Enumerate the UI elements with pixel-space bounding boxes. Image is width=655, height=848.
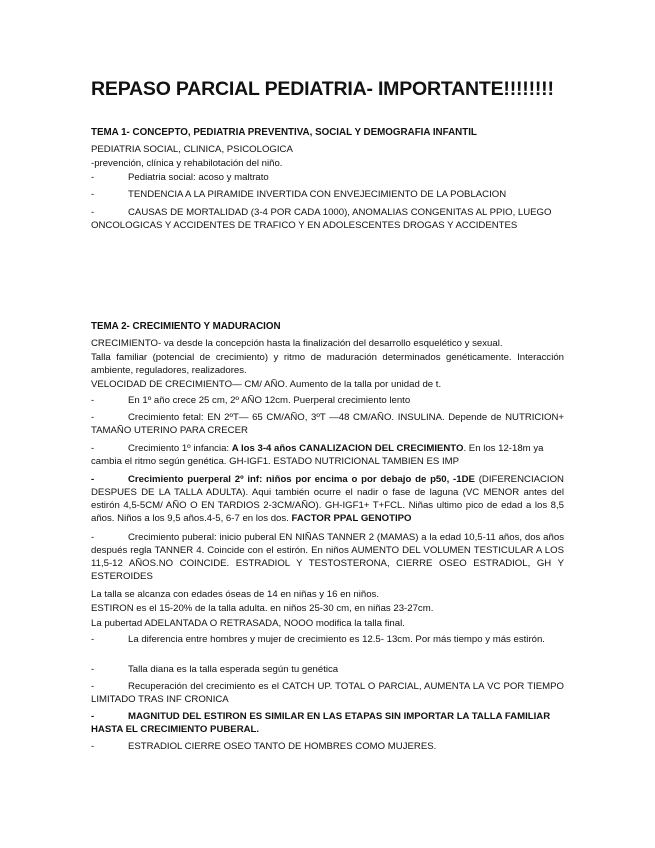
bullet: - [91,443,95,454]
section-heading-tema-2: TEMA 2- CRECIMIENTO Y MADURACION [91,321,281,332]
tema2-item-5 [91,531,564,583]
tema2-item-3-text-c: . En los 12-18m ya cambia el ritmo según genética. GH-IGF1. ESTADO NUTRICIONAL TAMBIEN ES IMP [91,443,544,467]
tema2-item-5-text: Crecimiento puberal: inicio puberal EN NIÑAS TANNER 2 (MAMAS) a la edad 10,5-11 años, dos años después regla TANNER 4. Coincide con el estirón. En niños AUMENTO DEL VOLUMEN TESTICULAR A LOS 11,5-12 AÑOS.NO COINCIDE. ESTRADIOL Y TESTOSTERONA, CIERRE OSEO ESTRADIOL, GH Y ESTEROIDES [91,532,564,582]
tema2-item-7: Talla diana es la talla esperada según tu genética [128,664,339,675]
tema2-item-10: ESTRADIOL CIERRE OSEO TANTO DE HOMBRES COMO MUJERES. [128,741,437,752]
section-heading-tema-1: TEMA 1- CONCEPTO, PEDIATRIA PREVENTIVA, SOCIAL Y DEMOGRAFIA INFANTIL [91,127,477,138]
bullet: - [91,172,95,183]
tema2-paragraph-2: Talla familiar (potencial de crecimiento) y ritmo de maduración determinados genéticamente. Interacción ambiente, reguladores, realizadores. [91,352,564,376]
bullet: - [91,395,95,406]
tema2-item-1: En 1º año crece 25 cm, 2º AÑO 12cm. Puerperal crecimiento lento [128,395,411,406]
tema2-paragraph-6: La pubertad ADELANTADA O RETRASADA, NOOO modifica la talla final. [91,618,405,629]
tema2-item-9-text: MAGNITUD DEL ESTIRON ES SIMILAR EN LAS ETAPAS SIN IMPORTAR LA TALLA FAMILIAR HASTA EL CRECIMIENTO PUBERAL. [91,711,551,735]
bullet: - [91,189,95,200]
bullet: - [91,711,95,722]
tema1-item-3-text: CAUSAS DE MORTALIDAD (3-4 POR CADA 1000), ANOMALIAS CONGENITAS AL PPIO, LUEGO ONCOLOGICAS Y ACCIDENTES DE TRAFICO Y EN ADOLESCENTES DROGAS Y ACCIDENTES [91,207,552,231]
tema2-item-8 [91,680,564,706]
bullet: - [91,741,95,752]
bullet: - [91,412,95,423]
bullet: - [91,532,95,543]
tema2-item-4-text-a: Crecimiento puerperal 2º inf: niños por encima o por debajo de p50, -1DE [128,474,475,485]
tema2-item-3-text-a: Crecimiento 1º infancia: [128,443,232,454]
tema2-item-4-text-b: (DIFERENCIACION DESPUES DE LA TALLA ADULTA). Aqui también ocurre el nadir o fase de laguna (VC MENOR antes del estirón 4,5-5CM/ AÑO O EN TARDIOS 2-3CM/AÑO). GH-IGF1+ T+FCL. Niñas ultimo pico de edad a los 8,5 años. Niños a los 9,5 años.4-5, 6-7 en los dos. [91,474,564,524]
tema1-line-1: PEDIATRIA SOCIAL, CLINICA, PSICOLOGICA [91,144,293,155]
tema2-item-3-text-b: A los 3-4 años CANALIZACION DEL CRECIMIENTO [231,443,464,454]
tema2-item-9 [91,710,564,736]
tema2-paragraph-3: VELOCIDAD DE CRECIMIENTO— CM/ AÑO. Aumento de la talla por unidad de t. [91,379,442,390]
tema1-item-2: TENDENCIA A LA PIRAMIDE INVERTIDA CON ENVEJECIMIENTO DE LA POBLACION [128,189,507,200]
bullet: - [91,207,95,218]
tema2-item-8-text: Recuperación del crecimiento es el CATCH UP. TOTAL O PARCIAL, AUMENTA LA VC POR TIEMPO LIMITADO TRAS INF CRONICA [91,681,564,705]
tema2-item-2 [91,411,564,437]
tema2-item-6-text: La diferencia entre hombres y mujer de crecimiento es 12.5- 13cm. Por más tiempo y más estirón. [128,634,545,645]
tema2-paragraph-1: CRECIMIENTO- va desde la concepción hasta la finalización del desarrollo esquelético y sexual. [91,338,503,349]
bullet: - [91,681,95,692]
tema2-item-4-text-c: FACTOR PPAL GENOTIPO [291,513,412,524]
bullet: - [91,634,95,645]
tema2-item-2-text: Crecimiento fetal: EN 2ºT— 65 CM/AÑO, 3ºT —48 CM/AÑO. INSULINA. Depende de NUTRICION+ TAMAÑO UTERINO PARA CRECER [91,412,564,436]
tema2-paragraph-4: La talla se alcanza con edades óseas de 14 en niñas y 16 en niños. [91,589,380,600]
bullet: - [91,664,95,675]
tema1-line-2: -prevención, clínica y rehabilotación del niño. [91,158,283,169]
tema1-item-3 [91,206,564,232]
tema2-paragraph-5: ESTIRON es el 15-20% de la talla adulta. en niños 25-30 cm, en niñas 23-27cm. [91,603,434,614]
bullet: - [91,474,95,485]
tema2-item-4 [91,473,564,525]
tema2-item-3 [91,442,564,468]
document-title: REPASO PARCIAL PEDIATRIA- IMPORTANTE!!!!!!!! [91,78,554,100]
tema1-item-1: Pediatria social: acoso y maltrato [128,172,269,183]
tema2-item-6 [91,633,564,646]
